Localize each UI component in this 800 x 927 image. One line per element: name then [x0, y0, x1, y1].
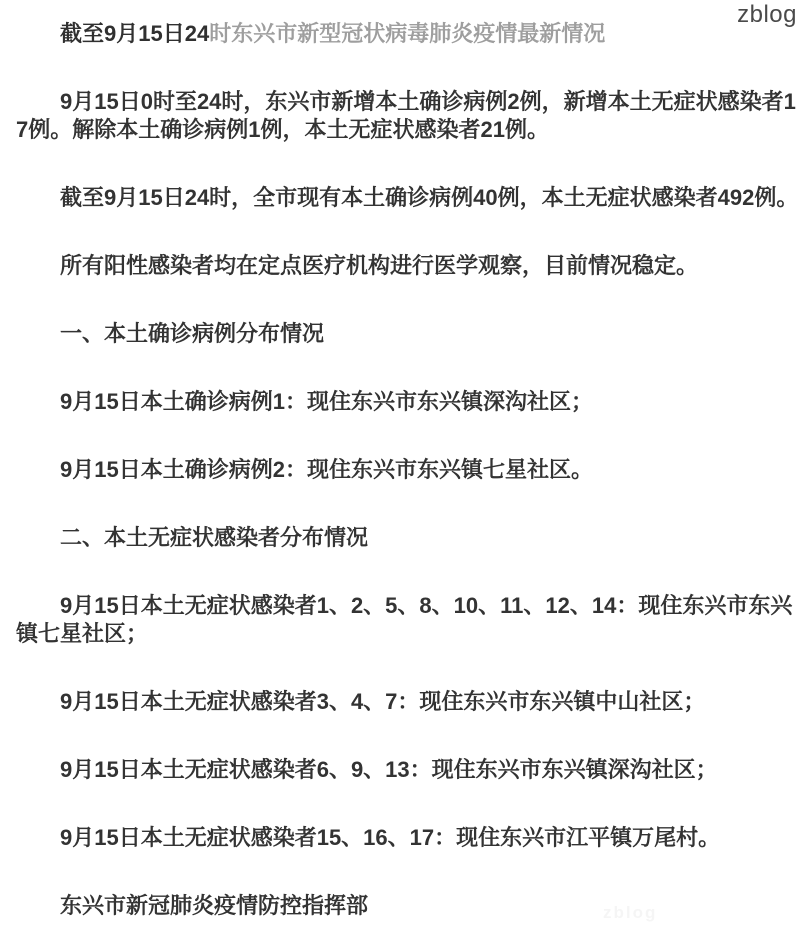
paragraph-confirmed-case-1: 9月15日本土确诊病例1：现住东兴市东兴镇深沟社区；	[60, 389, 593, 414]
paragraph-asymptomatic-qixing: 9月15日本土无症状感染者1、2、5、8、10、11、12、14：现住东兴市东兴镇七星社区；	[16, 593, 793, 646]
zblog-watermark: zblog	[737, 1, 797, 28]
paragraph-asymptomatic-zhongshan: 9月15日本土无症状感染者3、4、7：现住东兴市东兴镇中山社区；	[60, 689, 706, 714]
faint-bottom-watermark: zblog	[603, 903, 658, 922]
paragraph-asymptomatic-shengou: 9月15日本土无症状感染者6、9、13：现住东兴市东兴镇深沟社区；	[60, 757, 718, 782]
paragraph-confirmed-case-2: 9月15日本土确诊病例2：现住东兴市东兴镇七星社区。	[60, 457, 593, 482]
article-title	[16, 20, 800, 48]
paragraph-asymptomatic-wanwei: 9月15日本土无症状感染者15、16、17：现住东兴市江平镇万尾村。	[60, 825, 721, 850]
section-heading-confirmed-cases: 一、本土确诊病例分布情况	[60, 321, 325, 346]
article-footer-signature: 东兴市新冠肺炎疫情防控指挥部	[60, 893, 369, 918]
article-title-faded-part: 时东兴市新型冠状病毒肺炎疫情最新情况	[209, 21, 606, 46]
section-heading-asymptomatic-cases: 二、本土无症状感染者分布情况	[60, 525, 369, 550]
article-title-dark-part: 截至9月15日24	[60, 21, 210, 46]
paragraph-cumulative-cases: 截至9月15日24时，全市现有本土确诊病例40例，本土无症状感染者492例。	[60, 185, 799, 210]
paragraph-new-cases-summary: 9月15日0时至24时，东兴市新增本土确诊病例2例，新增本土无症状感染者17例。解除本土确诊病例1例，本土无症状感染者21例。	[16, 89, 796, 142]
paragraph-medical-observation: 所有阳性感染者均在定点医疗机构进行医学观察，目前情况稳定。	[60, 253, 699, 278]
